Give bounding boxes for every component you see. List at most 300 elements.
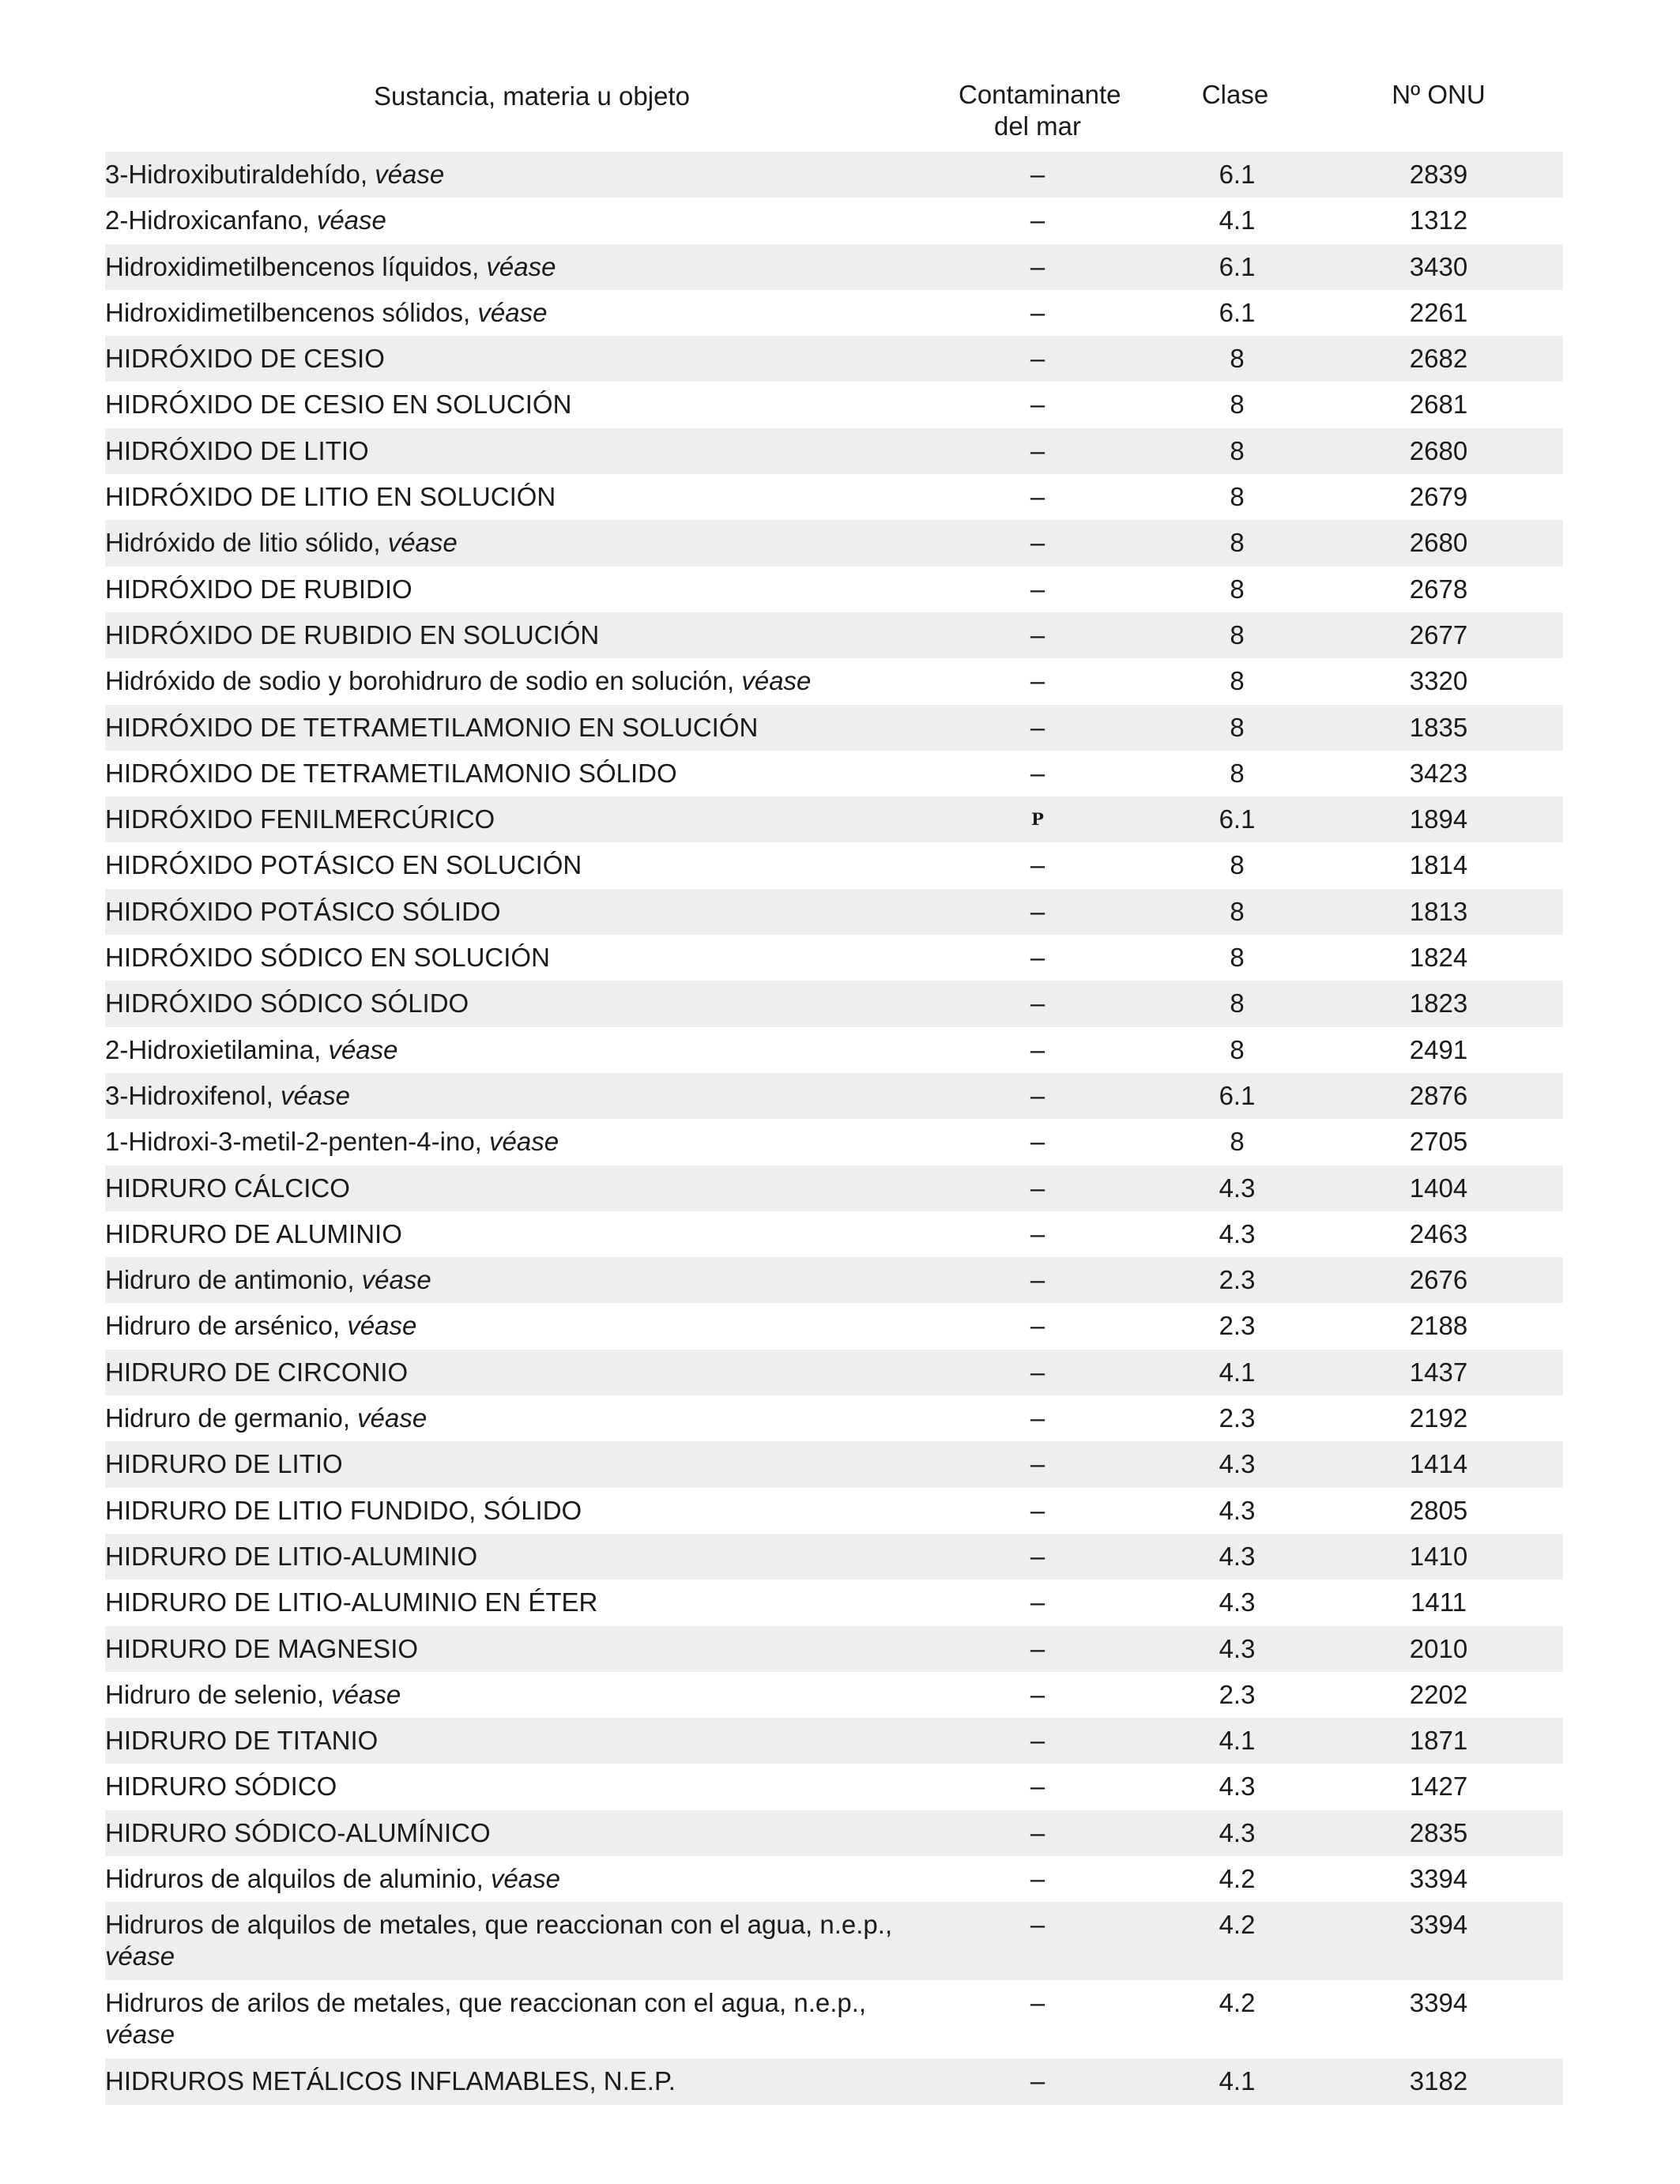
- marine-pollutant-cell: [955, 889, 1121, 928]
- table-body: [105, 152, 1563, 2105]
- class-cell: 4.2: [1219, 1910, 1256, 1940]
- un-number-cell: 1414: [1409, 1449, 1468, 1479]
- table-row: [105, 842, 1563, 888]
- un-number-cell: 2839: [1409, 160, 1468, 189]
- class-cell: 4.3: [1219, 1541, 1256, 1571]
- substance-cell: [105, 520, 955, 559]
- substance-cell: [105, 1810, 955, 1849]
- substance-name: HIDRURO DE LITIO-ALUMINIO EN ÉTER: [105, 1587, 598, 1617]
- table-row: [105, 1810, 1563, 1856]
- un-number-cell: 2463: [1409, 1218, 1468, 1248]
- class-cell: 4.3: [1219, 1772, 1256, 1802]
- marine-pollutant-cell: [955, 1764, 1121, 1802]
- substance-name: 3-Hidroxibutiraldehído,: [105, 160, 368, 189]
- substance-name: HIDRUROS METÁLICOS INFLAMABLES, N.E.P.: [105, 2066, 676, 2096]
- marine-pollutant-dash: –: [1030, 482, 1045, 512]
- substance-cell: [105, 1980, 955, 2050]
- substance-cell: [105, 842, 955, 881]
- substance-cell: [105, 612, 955, 651]
- marine-pollutant-cell: [955, 290, 1121, 329]
- see-reference: véase: [490, 1863, 560, 1893]
- substance-cell: [105, 1350, 955, 1388]
- marine-pollutant-cell: [955, 1027, 1121, 1066]
- class-cell: 6.1: [1219, 1080, 1256, 1110]
- class-cell: 8: [1230, 1034, 1245, 1064]
- class-cell: 2.3: [1219, 1265, 1256, 1295]
- see-reference: véase: [375, 160, 445, 189]
- class-cell: 8: [1230, 344, 1245, 374]
- marine-pollutant-dash: –: [1030, 712, 1045, 742]
- see-reference: véase: [280, 1080, 350, 1110]
- table-row: [105, 705, 1563, 751]
- un-number-cell: 3394: [1409, 1910, 1468, 1940]
- substance-cell: [105, 1395, 955, 1434]
- class-cell: 8: [1230, 850, 1245, 880]
- substance-name: HIDRÓXIDO DE LITIO EN SOLUCIÓN: [105, 482, 556, 512]
- table-row: [105, 1980, 1563, 2058]
- table-row: [105, 1902, 1563, 1980]
- un-number-cell: 2682: [1409, 344, 1468, 374]
- un-number-cell: 2876: [1409, 1080, 1468, 1110]
- marine-pollutant-cell: [955, 981, 1121, 1019]
- class-cell: 6.1: [1219, 160, 1256, 189]
- see-reference: véase: [105, 2020, 175, 2050]
- table-row: [105, 1027, 1563, 1073]
- substance-name: HIDRÓXIDO DE TETRAMETILAMONIO EN SOLUCIÓN: [105, 712, 759, 742]
- class-cell: 8: [1230, 482, 1245, 512]
- marine-pollutant-cell: [955, 842, 1121, 881]
- un-number-cell: 2010: [1409, 1633, 1468, 1663]
- substance-cell: [105, 1764, 955, 1802]
- table-row: [105, 198, 1563, 243]
- marine-pollutant-dash: –: [1030, 619, 1045, 650]
- marine-pollutant-cell: [955, 796, 1121, 837]
- see-reference: véase: [357, 1403, 428, 1433]
- substance-cell: [105, 244, 955, 283]
- substance-name: Hidruro de selenio,: [105, 1679, 324, 1709]
- marine-pollutant-cell: [955, 1580, 1121, 1618]
- substance-cell: [105, 935, 955, 973]
- substance-name: HIDRURO DE TITANIO: [105, 1726, 379, 1756]
- un-number-cell: 2202: [1409, 1679, 1468, 1709]
- class-cell: 2.3: [1219, 1679, 1256, 1709]
- table-row: [105, 1580, 1563, 1625]
- marine-pollutant-dash: –: [1030, 1357, 1045, 1387]
- marine-pollutant-cell: [955, 382, 1121, 420]
- see-reference: véase: [105, 1941, 175, 1971]
- marine-pollutant-cell: [955, 1856, 1121, 1895]
- un-number-cell: 2680: [1409, 528, 1468, 558]
- marine-pollutant-cell: [955, 152, 1121, 190]
- marine-pollutant-cell: [955, 198, 1121, 236]
- see-reference: véase: [387, 528, 458, 558]
- substance-name: 3-Hidroxifenol,: [105, 1080, 273, 1110]
- un-number-cell: 2677: [1409, 619, 1468, 650]
- table-row: [105, 290, 1563, 336]
- class-cell: 8: [1230, 712, 1245, 742]
- marine-pollutant-dash: –: [1030, 1988, 1045, 2018]
- un-number-cell: 1823: [1409, 988, 1468, 1019]
- un-number-cell: 2805: [1409, 1495, 1468, 1525]
- table-row: [105, 658, 1563, 704]
- substance-name: HIDRURO CÁLCICO: [105, 1173, 350, 1203]
- marine-pollutant-dash: –: [1030, 574, 1045, 604]
- table-row: [105, 152, 1563, 198]
- un-number-cell: 2676: [1409, 1265, 1468, 1295]
- substance-cell: [105, 336, 955, 375]
- un-number-cell: 1427: [1409, 1772, 1468, 1802]
- marine-pollutant-cell: [955, 520, 1121, 559]
- substance-cell: [105, 1488, 955, 1527]
- table-row: [105, 1257, 1563, 1303]
- substance-name: HIDRÓXIDO FENILMERCÚRICO: [105, 804, 495, 834]
- marine-pollutant-cell: [955, 1718, 1121, 1757]
- marine-pollutant-dash: –: [1030, 1127, 1045, 1157]
- un-number-cell: 2681: [1409, 390, 1468, 420]
- un-number-cell: 2679: [1409, 482, 1468, 512]
- un-number-cell: 1312: [1409, 205, 1468, 235]
- substance-name: HIDRÓXIDO DE CESIO: [105, 344, 385, 374]
- marine-pollutant-dash: –: [1030, 390, 1045, 420]
- class-cell: 8: [1230, 943, 1245, 973]
- un-number-cell: 3394: [1409, 1988, 1468, 2018]
- substance-cell: [105, 1580, 955, 1618]
- dangerous-goods-table: [105, 79, 1563, 2105]
- marine-pollutant-cell: [955, 751, 1121, 789]
- substance-cell: [105, 705, 955, 744]
- un-number-cell: 3320: [1409, 666, 1468, 696]
- marine-pollutant-cell: [955, 244, 1121, 283]
- un-number-cell: 1437: [1409, 1357, 1468, 1387]
- substance-name: HIDRÓXIDO DE RUBIDIO EN SOLUCIÓN: [105, 619, 600, 650]
- substance-name: HIDRÓXIDO DE RUBIDIO: [105, 574, 412, 604]
- un-number-cell: 2188: [1409, 1311, 1468, 1341]
- substance-name: HIDRURO SÓDICO-ALUMÍNICO: [105, 1817, 491, 1847]
- class-cell: 8: [1230, 1127, 1245, 1157]
- class-cell: 4.2: [1219, 1988, 1256, 2018]
- un-number-cell: 1404: [1409, 1173, 1468, 1203]
- table-row: [105, 1764, 1563, 1809]
- substance-cell: [105, 1902, 955, 1972]
- table-row: [105, 889, 1563, 935]
- marine-pollutant-dash: –: [1030, 1034, 1045, 1064]
- class-cell: 4.3: [1219, 1495, 1256, 1525]
- substance-cell: [105, 1211, 955, 1250]
- substance-name: HIDRURO DE ALUMINIO: [105, 1218, 402, 1248]
- header-un-number: Nº ONU: [1392, 80, 1486, 109]
- header-substance: Sustancia, materia u objeto: [374, 81, 690, 111]
- class-cell: 8: [1230, 435, 1245, 465]
- marine-pollutant-dash: –: [1030, 251, 1045, 281]
- marine-pollutant-dash: –: [1030, 988, 1045, 1019]
- table-row: [105, 1073, 1563, 1119]
- substance-cell: [105, 567, 955, 605]
- marine-pollutant-dash: –: [1030, 1817, 1045, 1847]
- table-row: [105, 612, 1563, 658]
- table-row: [105, 474, 1563, 520]
- class-cell: 8: [1230, 390, 1245, 420]
- table-row: [105, 796, 1563, 842]
- marine-pollutant-dash: –: [1030, 1726, 1045, 1756]
- substance-name: Hidróxido de sodio y borohidruro de sodio en solución,: [105, 666, 735, 696]
- marine-pollutant-dash: –: [1030, 943, 1045, 973]
- see-reference: véase: [328, 1034, 398, 1064]
- substance-cell: [105, 1119, 955, 1158]
- un-number-cell: 2491: [1409, 1034, 1468, 1064]
- marine-pollutant-cell: [955, 2058, 1121, 2097]
- see-reference: véase: [347, 1311, 417, 1341]
- substance-cell: [105, 1626, 955, 1665]
- un-number-cell: 1871: [1409, 1726, 1468, 1756]
- class-cell: 4.3: [1219, 1817, 1256, 1847]
- see-reference: véase: [741, 666, 812, 696]
- table-row: [105, 751, 1563, 796]
- marine-pollutant-cell: [955, 658, 1121, 697]
- class-cell: 2.3: [1219, 1311, 1256, 1341]
- substance-cell: [105, 1534, 955, 1572]
- marine-pollutant-dash: –: [1030, 1311, 1045, 1341]
- substance-name: HIDRURO DE LITIO-ALUMINIO: [105, 1541, 478, 1571]
- substance-name: Hidruros de alquilos de aluminio,: [105, 1863, 484, 1893]
- marine-pollutant-dash: –: [1030, 1772, 1045, 1802]
- marine-pollutant-dash: –: [1030, 205, 1045, 235]
- un-number-cell: 1824: [1409, 943, 1468, 973]
- substance-name: 2-Hidroxicanfano,: [105, 205, 310, 235]
- substance-name: HIDRURO DE CIRCONIO: [105, 1357, 409, 1387]
- substance-cell: [105, 428, 955, 467]
- marine-pollutant-dash: –: [1030, 1080, 1045, 1110]
- table-row: [105, 2058, 1563, 2104]
- table-row: [105, 1534, 1563, 1580]
- substance-cell: [105, 1856, 955, 1895]
- marine-pollutant-dash: –: [1030, 666, 1045, 696]
- substance-name: Hidroxidimetilbencenos líquidos,: [105, 251, 480, 281]
- marine-pollutant-cell: [955, 1672, 1121, 1711]
- marine-pollutant-cell: [955, 567, 1121, 605]
- substance-name: HIDRURO DE LITIO: [105, 1449, 343, 1479]
- class-cell: 8: [1230, 896, 1245, 926]
- substance-name: Hidruro de antimonio,: [105, 1265, 355, 1295]
- substance-cell: [105, 152, 955, 190]
- marine-pollutant-dash: –: [1030, 896, 1045, 926]
- un-number-cell: 1410: [1409, 1541, 1468, 1571]
- un-number-cell: 2678: [1409, 574, 1468, 604]
- substance-cell: [105, 1672, 955, 1711]
- substance-cell: [105, 2058, 955, 2097]
- table-row: [105, 382, 1563, 427]
- marine-pollutant-cell: [955, 705, 1121, 744]
- table-row: [105, 1119, 1563, 1165]
- marine-pollutant-cell: [955, 1441, 1121, 1480]
- un-number-cell: 2835: [1409, 1817, 1468, 1847]
- see-reference: véase: [361, 1265, 431, 1295]
- see-reference: véase: [489, 1127, 559, 1157]
- marine-pollutant-cell: [955, 1119, 1121, 1158]
- see-reference: véase: [316, 205, 386, 235]
- marine-pollutant-cell: [955, 1257, 1121, 1296]
- substance-cell: [105, 889, 955, 928]
- substance-name: HIDRURO DE MAGNESIO: [105, 1633, 419, 1663]
- table-row: [105, 1856, 1563, 1902]
- un-number-cell: 2705: [1409, 1127, 1468, 1157]
- substance-cell: [105, 1257, 955, 1296]
- substance-name: HIDRÓXIDO DE TETRAMETILAMONIO SÓLIDO: [105, 758, 677, 788]
- table-row: [105, 1303, 1563, 1349]
- marine-pollutant-dash: –: [1030, 1910, 1045, 1940]
- marine-pollutant-dash: –: [1030, 528, 1045, 558]
- marine-pollutant-mark: P: [1031, 809, 1044, 830]
- marine-pollutant-cell: [955, 336, 1121, 375]
- table-header: [105, 79, 1563, 152]
- substance-cell: [105, 751, 955, 789]
- table-row: [105, 981, 1563, 1026]
- substance-cell: [105, 290, 955, 329]
- header-class: Clase: [1201, 80, 1269, 109]
- table-row: [105, 520, 1563, 566]
- table-row: [105, 1395, 1563, 1441]
- substance-name: HIDRÓXIDO DE LITIO: [105, 435, 369, 465]
- class-cell: 6.1: [1219, 297, 1256, 327]
- substance-name: Hidroxidimetilbencenos sólidos,: [105, 297, 471, 327]
- substance-cell: [105, 1718, 955, 1757]
- table-row: [105, 935, 1563, 981]
- substance-cell: [105, 474, 955, 513]
- marine-pollutant-dash: –: [1030, 2066, 1045, 2096]
- table-row: [105, 1350, 1563, 1395]
- table-row: [105, 1165, 1563, 1211]
- substance-name: HIDRÓXIDO POTÁSICO EN SOLUCIÓN: [105, 850, 582, 880]
- substance-name: Hidróxido de litio sólido,: [105, 528, 381, 558]
- class-cell: 4.3: [1219, 1587, 1256, 1617]
- table-row: [105, 244, 1563, 290]
- class-cell: 4.3: [1219, 1633, 1256, 1663]
- class-cell: 4.2: [1219, 1863, 1256, 1893]
- un-number-cell: 1411: [1411, 1587, 1467, 1617]
- un-number-cell: 2192: [1409, 1403, 1468, 1433]
- marine-pollutant-dash: –: [1030, 1449, 1045, 1479]
- substance-name: HIDRÓXIDO DE CESIO EN SOLUCIÓN: [105, 390, 572, 420]
- marine-pollutant-dash: –: [1030, 435, 1045, 465]
- substance-cell: [105, 658, 955, 697]
- un-number-cell: 2680: [1409, 435, 1468, 465]
- substance-name: HIDRURO DE LITIO FUNDIDO, SÓLIDO: [105, 1495, 582, 1525]
- table-row: [105, 1626, 1563, 1672]
- un-number-cell: 1894: [1409, 804, 1468, 834]
- marine-pollutant-cell: [955, 935, 1121, 973]
- marine-pollutant-cell: [955, 1395, 1121, 1434]
- substance-name: HIDRURO SÓDICO: [105, 1772, 337, 1802]
- class-cell: 4.3: [1219, 1218, 1256, 1248]
- class-cell: 4.1: [1219, 1726, 1256, 1756]
- class-cell: 8: [1230, 574, 1245, 604]
- class-cell: 4.1: [1219, 1357, 1256, 1387]
- substance-cell: [105, 981, 955, 1019]
- table-row: [105, 1441, 1563, 1487]
- substance-cell: [105, 1165, 955, 1204]
- class-cell: 6.1: [1219, 804, 1256, 834]
- un-number-cell: 1835: [1409, 712, 1468, 742]
- class-cell: 8: [1230, 758, 1245, 788]
- class-cell: 4.3: [1219, 1449, 1256, 1479]
- marine-pollutant-cell: [955, 1350, 1121, 1388]
- marine-pollutant-dash: –: [1030, 1218, 1045, 1248]
- substance-name: 1-Hidroxi-3-metil-2-penten-4-ino,: [105, 1127, 482, 1157]
- un-number-cell: 3430: [1409, 251, 1468, 281]
- table-row: [105, 428, 1563, 474]
- marine-pollutant-cell: [955, 1303, 1121, 1342]
- un-number-cell: 1813: [1409, 896, 1468, 926]
- marine-pollutant-cell: [955, 1626, 1121, 1665]
- substance-name: HIDRÓXIDO SÓDICO EN SOLUCIÓN: [105, 943, 550, 973]
- marine-pollutant-dash: –: [1030, 160, 1045, 189]
- marine-pollutant-cell: [955, 1534, 1121, 1572]
- marine-pollutant-dash: –: [1030, 1173, 1045, 1203]
- class-cell: 4.3: [1219, 1173, 1256, 1203]
- marine-pollutant-cell: [955, 474, 1121, 513]
- marine-pollutant-cell: [955, 428, 1121, 467]
- marine-pollutant-dash: –: [1030, 850, 1045, 880]
- marine-pollutant-cell: [955, 1165, 1121, 1204]
- class-cell: 6.1: [1219, 251, 1256, 281]
- class-cell: 4.1: [1219, 2066, 1256, 2096]
- table-row: [105, 1718, 1563, 1764]
- un-number-cell: 3423: [1409, 758, 1468, 788]
- substance-cell: [105, 1441, 955, 1480]
- substance-name: Hidruro de arsénico,: [105, 1311, 341, 1341]
- see-reference: véase: [486, 251, 556, 281]
- marine-pollutant-dash: –: [1030, 1587, 1045, 1617]
- substance-name: Hidruros de arilos de metales, que reaccionan con el agua, n.e.p.,: [105, 1988, 867, 2018]
- substance-cell: [105, 796, 955, 835]
- see-reference: véase: [477, 297, 548, 327]
- class-cell: 8: [1230, 619, 1245, 650]
- un-number-cell: 2261: [1409, 297, 1468, 327]
- marine-pollutant-dash: –: [1030, 1541, 1045, 1571]
- marine-pollutant-dash: –: [1030, 297, 1045, 327]
- un-number-cell: 3182: [1409, 2066, 1468, 2096]
- substance-cell: [105, 1027, 955, 1066]
- marine-pollutant-dash: –: [1030, 1863, 1045, 1893]
- table-row: [105, 336, 1563, 382]
- substance-name: 2-Hidroxietilamina,: [105, 1034, 322, 1064]
- marine-pollutant-dash: –: [1030, 344, 1045, 374]
- marine-pollutant-cell: [955, 1211, 1121, 1250]
- substance-name: Hidruro de germanio,: [105, 1403, 350, 1433]
- substance-name: HIDRÓXIDO POTÁSICO SÓLIDO: [105, 896, 501, 926]
- table-row: [105, 567, 1563, 612]
- marine-pollutant-cell: [955, 1488, 1121, 1527]
- marine-pollutant-dash: –: [1030, 1633, 1045, 1663]
- marine-pollutant-cell: [955, 1073, 1121, 1112]
- un-number-cell: 1814: [1409, 850, 1468, 880]
- un-number-cell: 3394: [1409, 1863, 1468, 1893]
- see-reference: véase: [331, 1679, 401, 1709]
- substance-cell: [105, 382, 955, 420]
- class-cell: 8: [1230, 666, 1245, 696]
- header-marine-pollutant: Contaminante del mar: [959, 80, 1121, 141]
- substance-cell: [105, 1303, 955, 1342]
- substance-cell: [105, 198, 955, 236]
- substance-cell: [105, 1073, 955, 1112]
- table-row: [105, 1672, 1563, 1718]
- table-row: [105, 1488, 1563, 1534]
- table-row: [105, 1211, 1563, 1257]
- marine-pollutant-dash: –: [1030, 1265, 1045, 1295]
- class-cell: 8: [1230, 988, 1245, 1019]
- marine-pollutant-cell: [955, 612, 1121, 651]
- marine-pollutant-dash: –: [1030, 758, 1045, 788]
- marine-pollutant-cell: [955, 1902, 1121, 1941]
